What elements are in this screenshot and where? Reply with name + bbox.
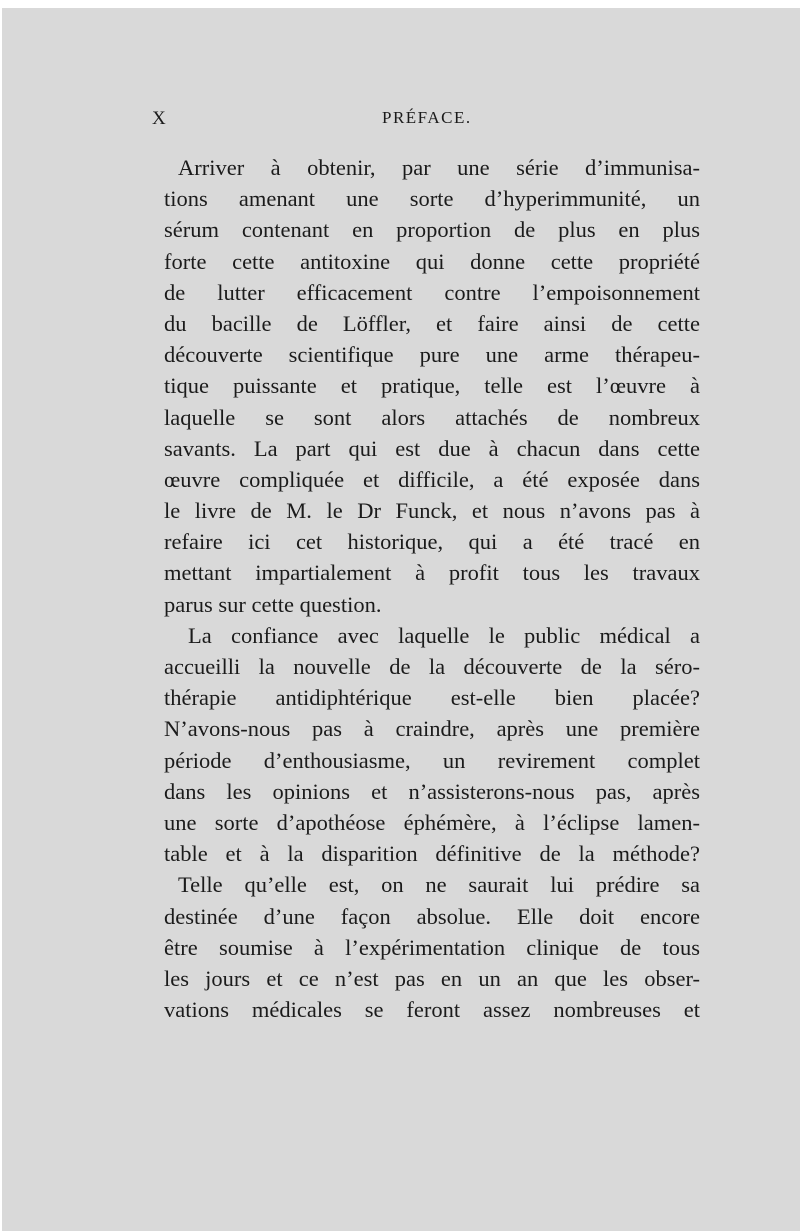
text-line: mettant impartialement à profit tous les travaux: [164, 560, 700, 586]
text-line: le livre de M. le Dr Funck, et nous n’avons pas à: [164, 498, 700, 524]
running-title: PRÉFACE.: [382, 108, 472, 127]
text-line: être soumise à l’expérimentation clinique de tous: [164, 934, 700, 960]
text-line: laquelle se sont alors attachés de nombreux: [164, 404, 700, 430]
text-line: vations médicales se feront assez nombreuses et: [164, 997, 700, 1023]
text-line: œuvre compliquée et difficile, a été exposée dans: [164, 466, 700, 492]
text-line: tique puissante et pratique, telle est l’œuvre à: [164, 373, 700, 399]
text-line: table et à la disparition définitive de la méthode?: [164, 841, 700, 867]
page-number: X: [152, 108, 168, 129]
text-line: Arriver à obtenir, par une série d’immunisa-: [178, 155, 700, 180]
text-line: forte cette antitoxine qui donne cette propriété: [164, 248, 700, 274]
text-line: les jours et ce n’est pas en un an que les obser-: [164, 965, 700, 991]
text-line: dans les opinions et n’assisterons-nous pas, après: [164, 778, 700, 804]
text-line: découverte scientifique pure une arme thérapeu-: [164, 342, 700, 368]
text-line: La confiance avec laquelle le public médical a: [188, 622, 700, 648]
text-line: période d’enthousiasme, un revirement complet: [164, 747, 700, 773]
text-line: accueilli la nouvelle de la découverte de la séro-: [164, 654, 700, 679]
text-line: tions amenant une sorte d’hyperimmunité, un: [164, 186, 700, 212]
text-line: une sorte d’apothéose éphémère, à l’éclipse lamen-: [164, 809, 700, 835]
text-line: de lutter efficacement contre l’empoisonnement: [164, 279, 700, 305]
text-line: Telle qu’elle est, on ne saurait lui prédire sa: [178, 872, 700, 898]
text-line: N’avons-nous pas à craindre, après une première: [164, 716, 700, 742]
text-line: savants. La part qui est due à chacun dans cette: [164, 435, 700, 461]
body-text: [164, 152, 700, 1025]
text-line: sérum contenant en proportion de plus en plus: [164, 217, 700, 243]
text-line: du bacille de Löffler, et faire ainsi de cette: [164, 310, 700, 336]
text-line: destinée d’une façon absolue. Elle doit encore: [164, 903, 700, 929]
text-line: thérapie antidiphtérique est-elle bien placée?: [164, 685, 700, 711]
text-line: refaire ici cet historique, qui a été tracé en: [164, 529, 700, 555]
text-line: parus sur cette question.: [164, 591, 382, 617]
running-head: [152, 108, 700, 138]
